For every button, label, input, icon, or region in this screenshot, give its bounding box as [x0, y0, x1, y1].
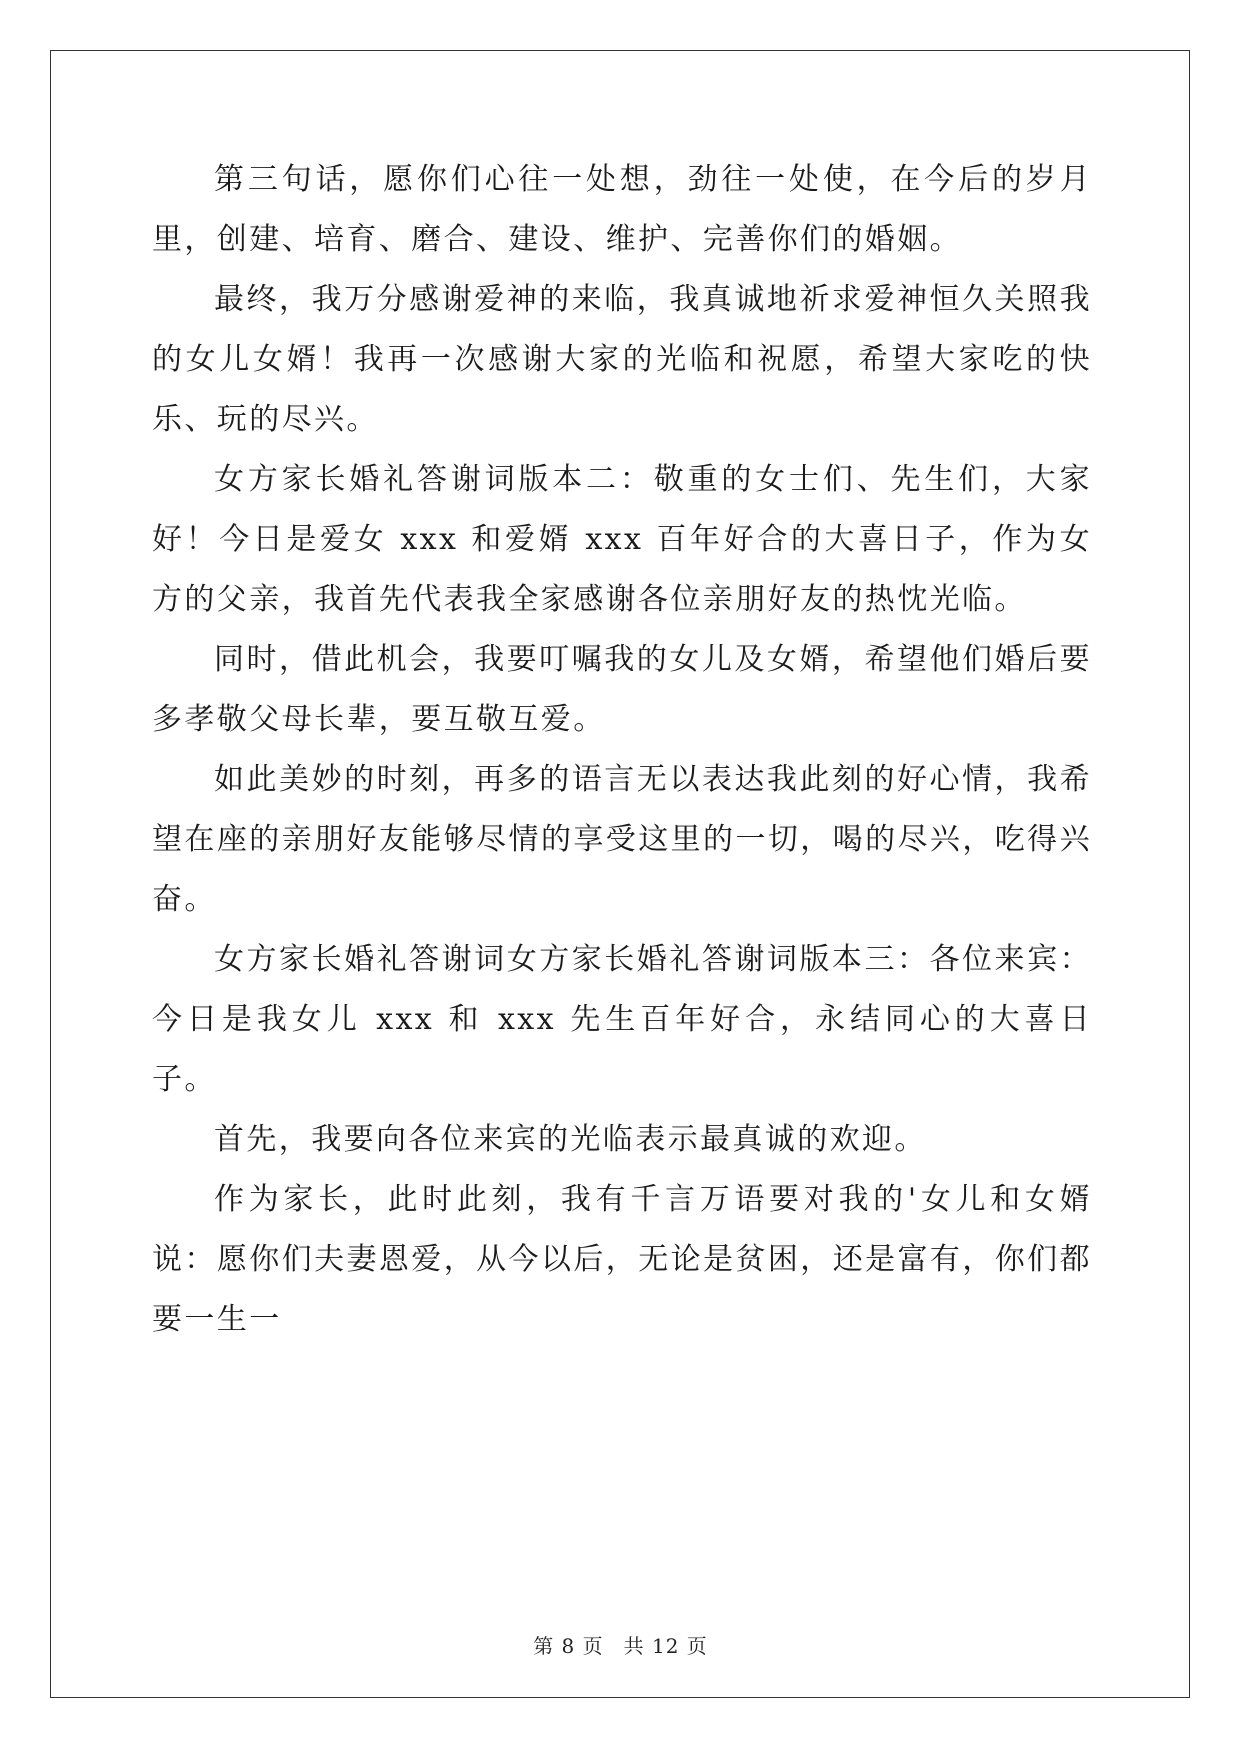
paragraph: 首先，我要向各位来宾的光临表示最真诚的欢迎。	[214, 1122, 927, 1157]
paragraph: 最终，我万分感谢爱神的来临，我真诚地祈求爱神恒久关照我的女儿女婿！我再一次感谢大家的光临和祝愿，希望大家吃的快乐、玩的尽兴。	[152, 282, 1092, 437]
paragraph: 女方家长婚礼答谢词版本二：敬重的女士们、先生们，大家好！今日是爱女 xxx 和爱婿 xxx 百年好合的大喜日子，作为女方的父亲，我首先代表我全家感谢各位亲朋好友的热忱光临。	[152, 462, 1092, 617]
document-body	[152, 150, 1092, 1350]
paragraph: 同时，借此机会，我要叮嘱我的女儿及女婿，希望他们婚后要多孝敬父母长辈，要互敬互爱。	[152, 642, 1092, 737]
page-total: 共 12 页	[623, 1634, 708, 1658]
paragraph: 如此美妙的时刻，再多的语言无以表达我此刻的好心情，我希望在座的亲朋好友能够尽情的享受这里的一切，喝的尽兴，吃得兴奋。	[152, 762, 1092, 917]
paragraph: 第三句话，愿你们心往一处想，劲往一处使，在今后的岁月里，创建、培育、磨合、建设、维护、完善你们的婚姻。	[152, 162, 1092, 257]
paragraph: 作为家长，此时此刻，我有千言万语要对我的'女儿和女婿说：愿你们夫妻恩爱，从今以后，无论是贫困，还是富有，你们都要一生一	[152, 1182, 1092, 1337]
paragraph: 女方家长婚礼答谢词女方家长婚礼答谢词版本三：各位来宾：今日是我女儿 xxx 和 xxx 先生百年好合，永结同心的大喜日子。	[152, 942, 1092, 1097]
page-footer	[0, 1630, 1241, 1659]
page-number: 第 8 页	[533, 1634, 604, 1658]
